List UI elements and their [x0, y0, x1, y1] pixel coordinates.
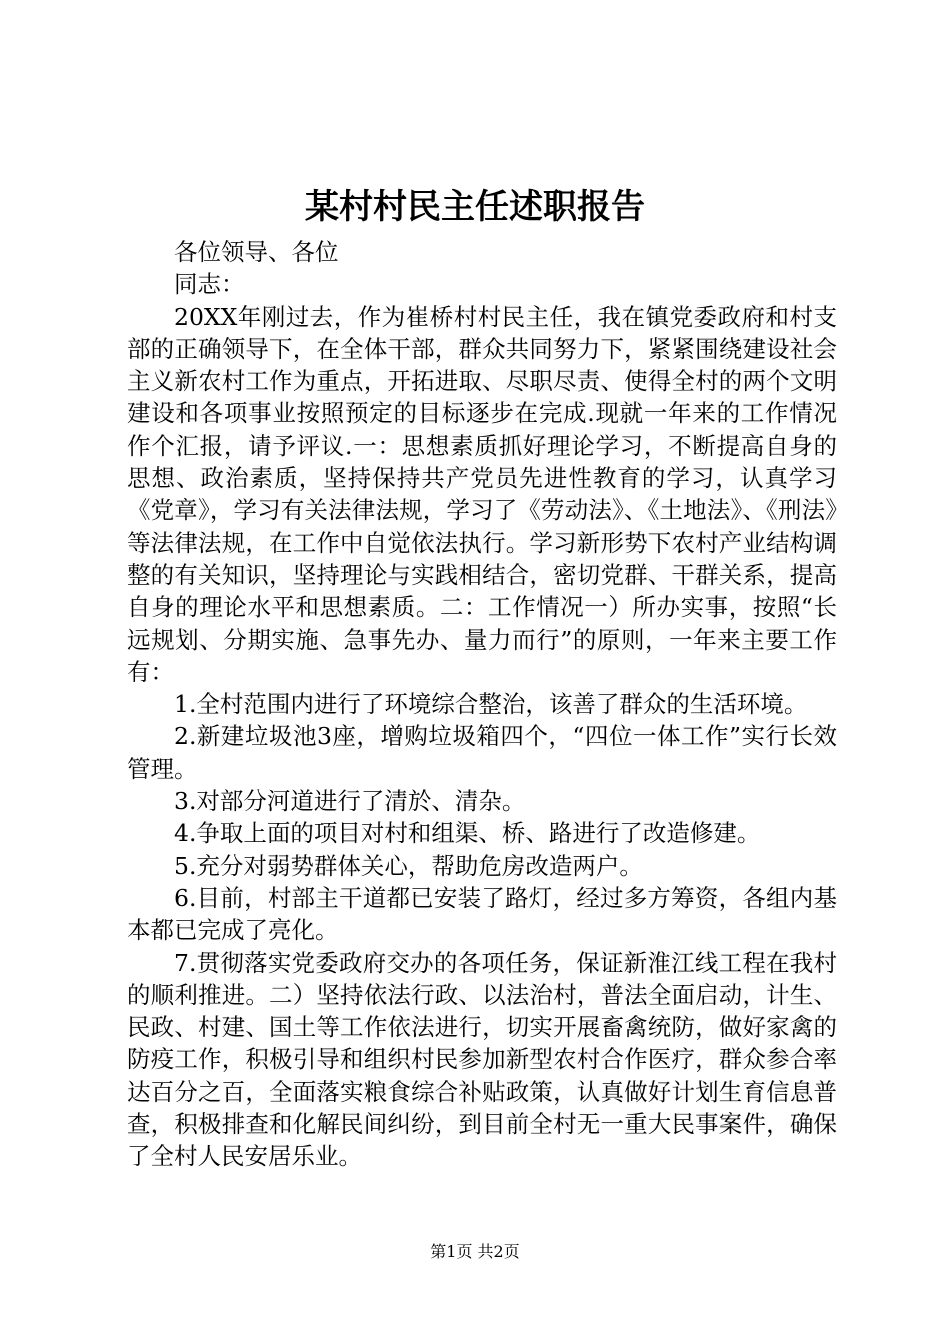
page-footer: 第1页 共2页 [430, 1242, 520, 1261]
list-item-4: 4.争取上面的项目对村和组渠、桥、路进行了改造修建。 [174, 819, 761, 848]
salutation-line-2: 同志： [174, 270, 245, 299]
document-body [127, 236, 837, 1173]
document-title: 某村村民主任述职报告 [305, 187, 645, 227]
list-item-2: 2.新建垃圾池3座，增购垃圾箱四个，“四位一体工作”实行长效管理。 [127, 722, 837, 783]
list-item-5: 5.充分对弱势群体关心，帮助危房改造两户。 [174, 851, 643, 880]
list-item-7: 7.贯彻落实党委政府交办的各项任务，保证新淮江线工程在我村的顺利推进。二）坚持依法行政、以法治村，普法全面启动，计生、民政、村建、国土等工作依法进行，切实开展畜禽统防，做好家禽的防疫工作，积极引导和组织村民参加新型农村合作医疗，群众参合率达百分之百，全面落实粮食综合补贴政策，认真做好计划生育信息普查，积极排查和化解民间纠纷，到目前全村无一重大民事案件，确保了全村人民安居乐业。 [127, 948, 837, 1171]
list-item-6: 6.目前，村部主干道都已安装了路灯，经过多方筹资，各组内基本都已完成了亮化。 [127, 883, 837, 945]
list-item-1: 1.全村范围内进行了环境综合整治，该善了群众的生活环境。 [174, 690, 808, 719]
salutation-line-1: 各位领导、各位 [174, 238, 339, 266]
list-item-3: 3.对部分河道进行了清於、清杂。 [174, 787, 526, 816]
paragraph-intro: 20XX年刚过去，作为崔桥村村民主任，我在镇党委政府和村支部的正确领导下，在全体干部，群众共同努力下，紧紧围绕建设社会主义新农村工作为重点，开拓进取、尽职尽责、使得全村的两个文明建设和各项事业按照预定的目标逐步在完成.现就一年来的工作情况作个汇报，请予评议.一：思想素质抓好理论学习，不断提高自身的思想、政治素质，坚持保持共产党员先进性教育的学习，认真学习《党章》，学习有关法律法规，学习了《劳动法》、《土地法》、《刑法》等法律法规，在工作中自觉依法执行。学习新形势下农村产业结构调整的有关知识，坚持理论与实践相结合，密切党群、干群关系，提高自身的理论水平和思想素质。二：工作情况一）所办实事，按照“长远规划、分期实施、急事先办、量力而行”的原则，一年来主要工作有： [127, 302, 837, 686]
